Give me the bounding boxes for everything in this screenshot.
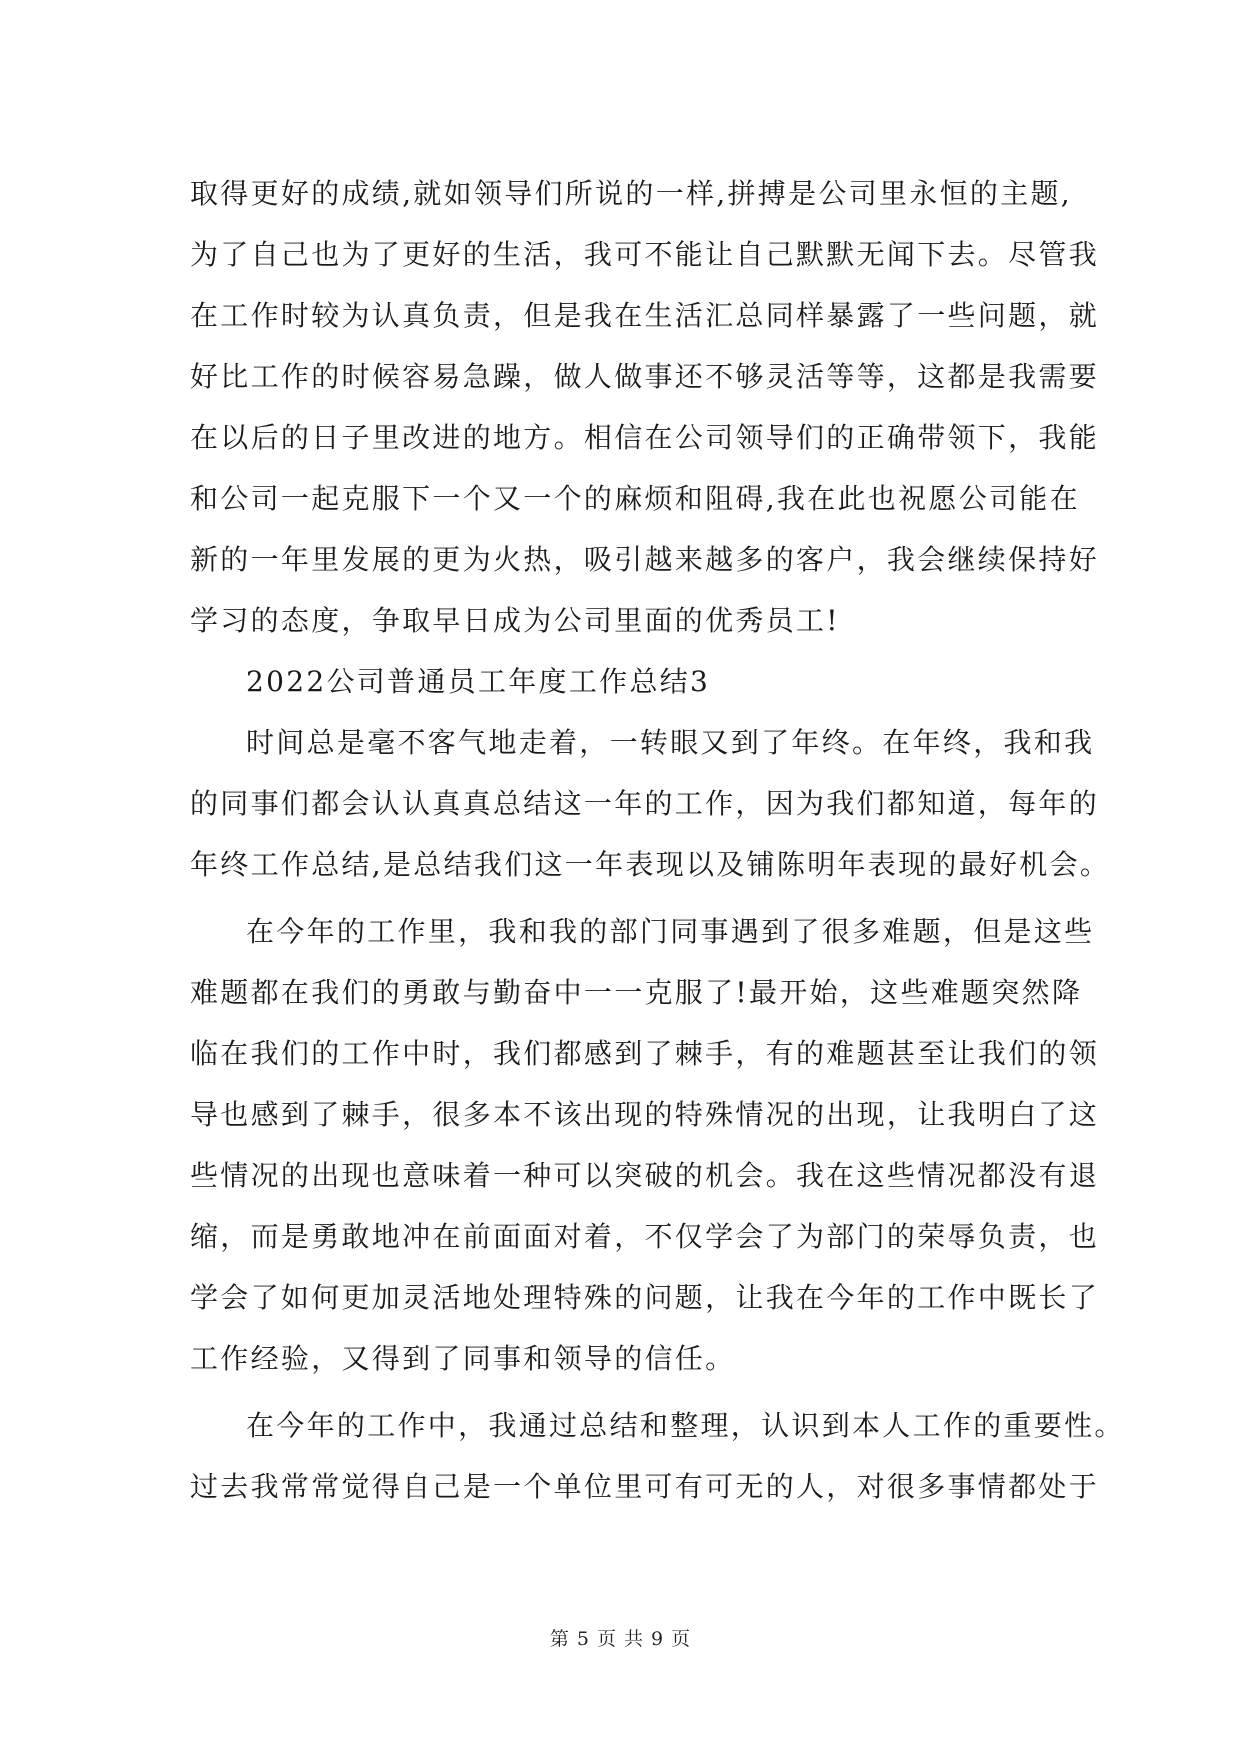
text-line: 临在我们的工作中时，我们都感到了棘手，有的难题甚至让我们的领: [190, 1037, 1100, 1070]
document-body: [190, 163, 1125, 1517]
paragraph-start-line: 时间总是毫不客气地走着，一转眼又到了年终。在年终，我和我: [246, 726, 1095, 759]
text-line: 导也感到了棘手，很多本不该出现的特殊情况的出现，让我明白了这: [190, 1098, 1100, 1131]
text-line: 的同事们都会认认真真总结这一年的工作，因为我们都知道，每年的: [190, 787, 1100, 820]
text-line: 在以后的日子里改进的地方。相信在公司领导们的正确带领下，我能: [190, 421, 1100, 454]
text-line: 工作经验，又得到了同事和领导的信任。: [190, 1342, 736, 1375]
page-footer: 第 5 页 共 9 页: [549, 1628, 692, 1650]
text-line: 难题都在我们的勇敢与勤奋中一一克服了!最开始，这些难题突然降: [190, 976, 1083, 1009]
text-line: 年终工作总结,是总结我们这一年表现以及铺陈明年表现的最好机会。: [190, 848, 1111, 881]
text-line: 和公司一起克服下一个又一个的麻烦和阻碍,我在此也祝愿公司能在: [190, 482, 1080, 515]
text-line: 缩，而是勇敢地冲在前面面对着，不仅学会了为部门的荣辱负责，也: [190, 1220, 1100, 1253]
text-line: 在工作时较为认真负责，但是我在生活汇总同样暴露了一些问题，就: [190, 299, 1100, 332]
paragraph-start-line: 在今年的工作里，我和我的部门同事遇到了很多难题，但是这些: [246, 915, 1095, 948]
text-line: 些情况的出现也意味着一种可以突破的机会。我在这些情况都没有退: [190, 1159, 1100, 1192]
text-line: 新的一年里发展的更为火热，吸引越来越多的客户，我会继续保持好: [190, 543, 1100, 576]
text-line: 好比工作的时候容易急躁，做人做事还不够灵活等等，这都是我需要: [190, 360, 1100, 393]
paragraph-start-line: 在今年的工作中，我通过总结和整理，认识到本人工作的重要性。: [246, 1409, 1125, 1442]
text-line: 为了自己也为了更好的生活，我可不能让自己默默无闻下去。尽管我: [190, 238, 1100, 271]
section-heading: 2022公司普通员工年度工作总结3: [246, 665, 711, 698]
text-line: 学习的态度，争取早日成为公司里面的优秀员工!: [190, 604, 840, 637]
text-line: 取得更好的成绩,就如领导们所说的一样,拼搏是公司里永恒的主题,: [190, 177, 1073, 210]
text-line: 过去我常常觉得自己是一个单位里可有可无的人，对很多事情都处于: [190, 1470, 1100, 1503]
text-line: 学会了如何更加灵活地处理特殊的问题，让我在今年的工作中既长了: [190, 1281, 1100, 1314]
